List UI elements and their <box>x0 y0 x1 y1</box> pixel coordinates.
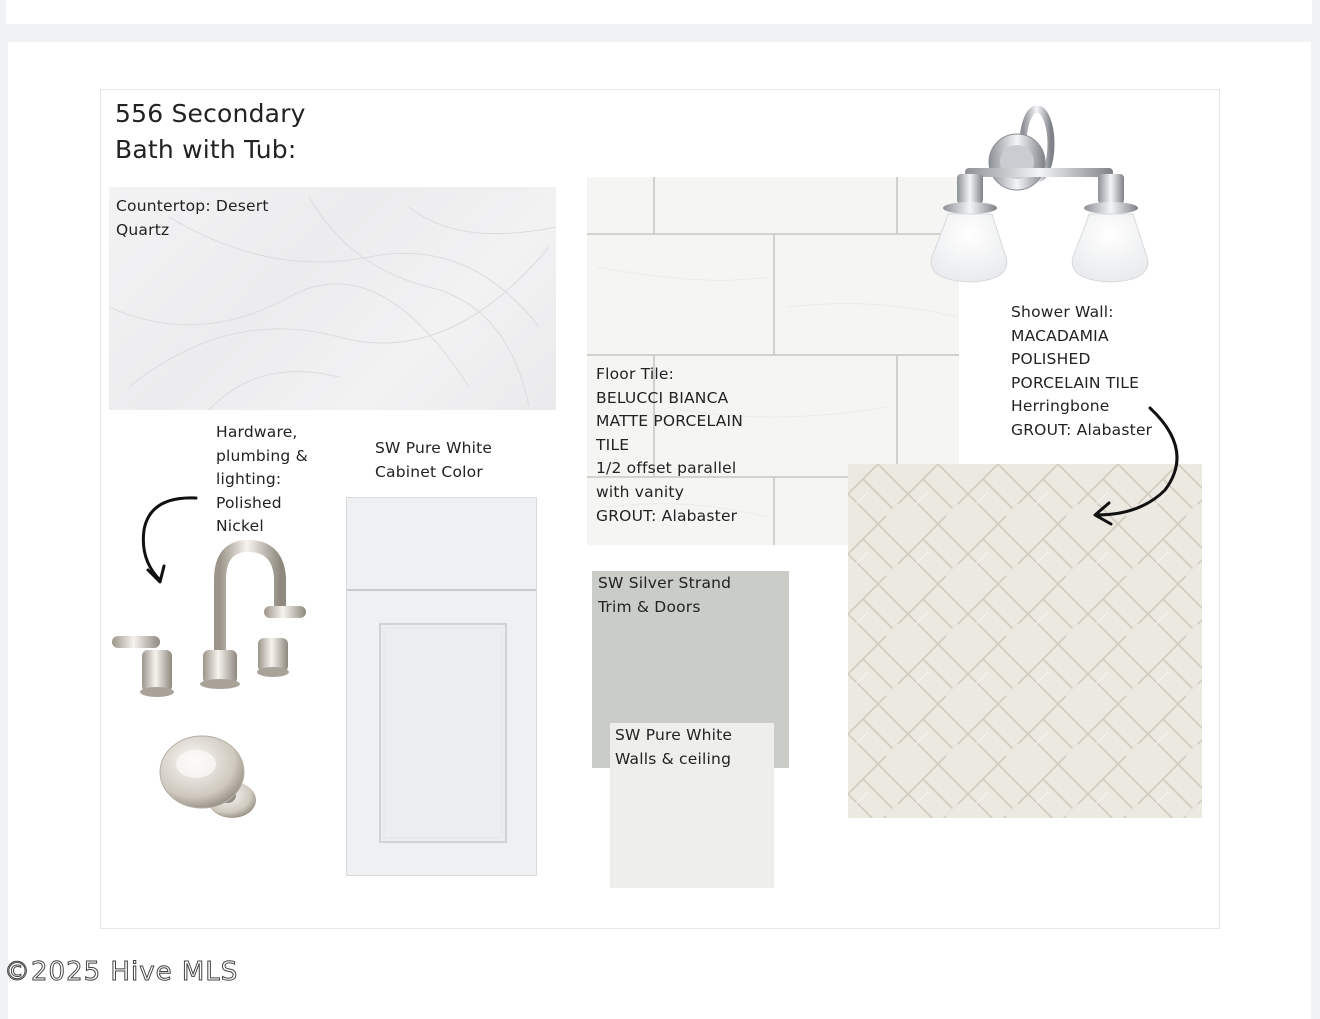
floor-tile-line-4: TILE <box>596 435 630 454</box>
cabinet-line-2: Cabinet Color <box>375 462 483 481</box>
copyright-watermark: ©2025 Hive MLS <box>4 957 239 987</box>
floor-tile-line-2: BELUCCI BIANCA <box>596 388 729 407</box>
vanity-light-image <box>915 104 1170 286</box>
shower-arrow-icon <box>1085 400 1185 530</box>
vanity-light-icon <box>915 104 1170 286</box>
shower-wall-line-5: Herringbone <box>1011 397 1110 416</box>
floor-tile-label <box>596 363 743 528</box>
countertop-line-1: Countertop: Desert <box>116 197 269 215</box>
shower-wall-line-3: POLISHED <box>1011 350 1091 369</box>
floor-tile-line-5: 1/2 offset parallel <box>596 459 737 478</box>
cabinet-knob-icon <box>158 728 262 820</box>
floor-tile-line-3: MATTE PORCELAIN <box>596 412 744 431</box>
hardware-line-4: Polished <box>216 493 282 512</box>
title-line-1: 556 Secondary <box>115 99 306 128</box>
trim-line-1: SW Silver Strand <box>598 574 732 592</box>
walls-line-2: Walls & ceiling <box>615 749 732 768</box>
floor-tile-line-6: with vanity <box>596 482 685 501</box>
cabinet-label <box>375 437 492 484</box>
cabinet-door-drawing <box>347 498 536 875</box>
floor-tile-line-1: Floor Tile: <box>596 365 675 383</box>
hardware-line-5: Nickel <box>216 517 264 536</box>
shower-wall-line-2: MACADAMIA <box>1011 326 1109 345</box>
faucet-icon <box>108 540 313 700</box>
countertop-line-2: Quartz <box>116 220 170 239</box>
hardware-line-1: Hardware, <box>216 423 298 441</box>
walls-line-1: SW Pure White <box>615 726 733 744</box>
top-page-strip <box>6 0 1312 24</box>
hardware-line-2: plumbing & <box>216 446 308 465</box>
cabinet-line-1: SW Pure White <box>375 439 493 457</box>
walls-label <box>615 724 732 771</box>
title-line-2: Bath with Tub: <box>115 135 297 164</box>
shower-wall-line-6: GROUT: Alabaster <box>1011 420 1153 439</box>
cabinet-door-swatch <box>346 497 537 876</box>
shower-wall-line-1: Shower Wall: <box>1011 303 1114 321</box>
board-title <box>115 96 306 168</box>
shower-wall-line-4: PORCELAIN TILE <box>1011 373 1140 392</box>
trim-line-2: Trim & Doors <box>598 597 701 616</box>
hardware-label <box>216 421 308 539</box>
hardware-line-3: lighting: <box>216 470 282 489</box>
floor-tile-line-7: GROUT: Alabaster <box>596 506 738 525</box>
countertop-label <box>116 195 269 242</box>
trim-label <box>598 572 731 619</box>
